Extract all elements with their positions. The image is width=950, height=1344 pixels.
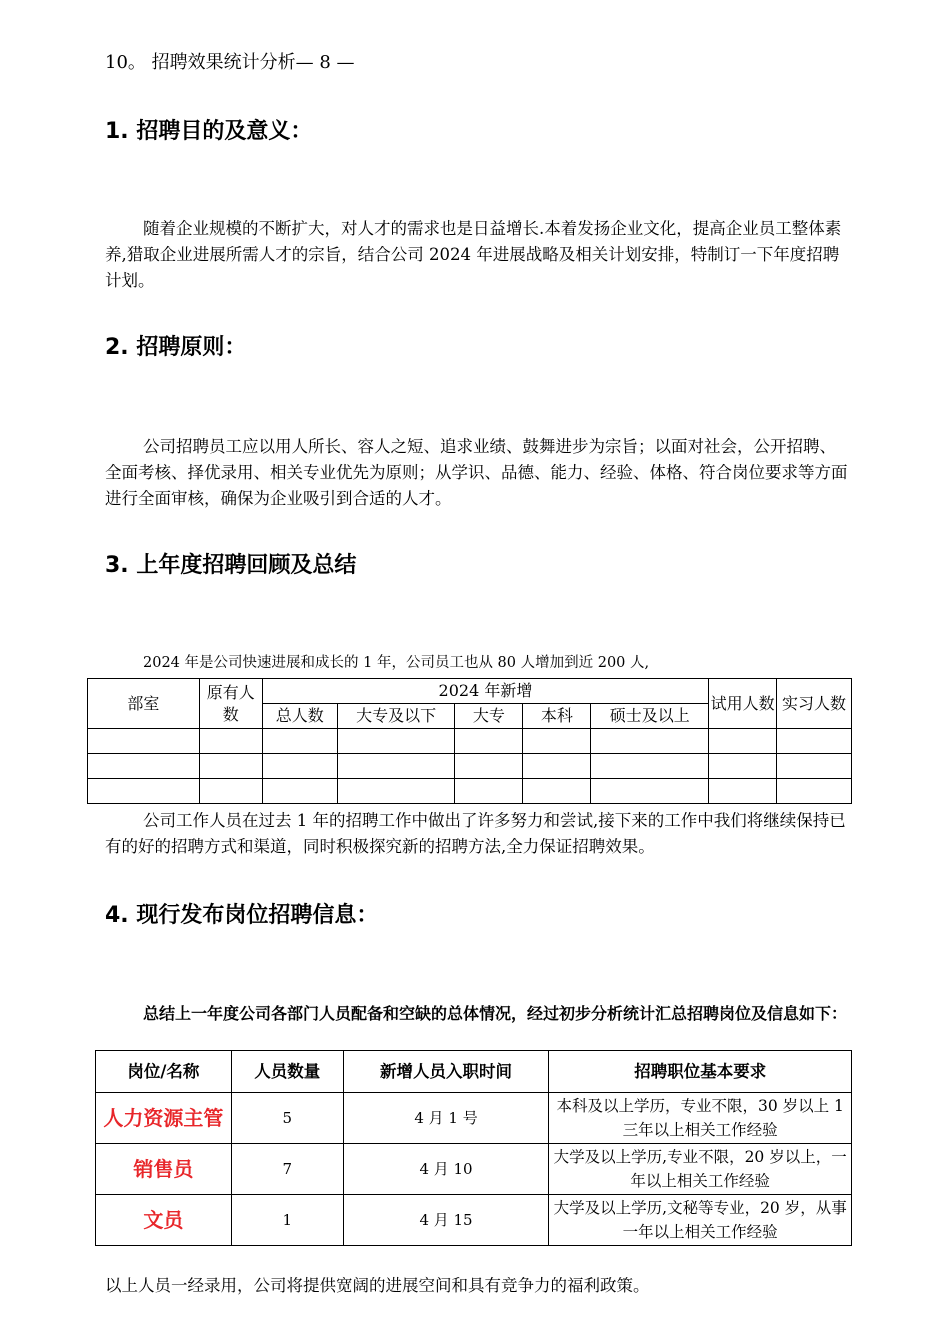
header-college-below: 大专及以下 <box>337 704 455 729</box>
table-row <box>96 1144 852 1195</box>
header-total: 总人数 <box>262 704 337 729</box>
requirements: 大学及以上学历,专业不限，20 岁以上，一年以上相关工作经验 <box>549 1144 852 1195</box>
table-row <box>88 754 852 779</box>
table-row <box>88 779 852 804</box>
header-count: 人员数量 <box>231 1051 343 1093</box>
section-4-title: 4. 现行发布岗位招聘信息： <box>105 903 379 928</box>
section-1-title: 1. 招聘目的及意义： <box>105 119 313 144</box>
header-existing: 原有人数 <box>199 679 262 729</box>
headcount: 5 <box>231 1093 343 1144</box>
section-2-body: 公司招聘员工应以用人所长、容人之短、追求业绩、鼓舞进步为宗旨；以面对社会，公开招聘、全面考核、择优录用、相关专业优先为原则；从学识、品德、能力、经验、体格、符合岗位要求等方面进行全面审核，确保为企业吸引到合适的人才。 <box>105 437 848 508</box>
headcount: 7 <box>231 1144 343 1195</box>
section-4-intro: 总结上一年度公司各部门人员配备和空缺的总体情况，经过初步分析统计汇总招聘岗位及信息如下： <box>143 1004 848 1023</box>
section-3-summary: 公司工作人员在过去 1 年的招聘工作中做出了许多努力和尝试,接下来的工作中我们将继续保持已有的好的招聘方式和渠道，同时积极探究新的招聘方法,全力保证招聘效果。 <box>105 811 846 856</box>
start-date: 4 月 15 <box>343 1195 549 1246</box>
start-date: 4 月 1 号 <box>343 1093 549 1144</box>
table-row <box>96 1195 852 1246</box>
header-date: 新增人员入职时间 <box>343 1051 549 1093</box>
header-intern: 实习人数 <box>777 679 852 729</box>
header-probation: 试用人数 <box>709 679 777 729</box>
section-2-title: 2. 招聘原则： <box>105 335 247 360</box>
header-bachelor: 本科 <box>523 704 591 729</box>
headcount: 1 <box>231 1195 343 1246</box>
section-3-title: 3. 上年度招聘回顾及总结 <box>105 553 357 578</box>
position-name: 文员 <box>96 1195 232 1246</box>
section-3-intro: 2024 年是公司快速进展和成长的 1 年，公司员工也从 80 人增加到近 200 人, <box>143 655 650 671</box>
table-row <box>96 1093 852 1144</box>
position-name: 人力资源主管 <box>96 1093 232 1144</box>
position-name: 销售员 <box>96 1144 232 1195</box>
job-postings-table <box>95 1050 852 1246</box>
header-dept: 部室 <box>88 679 200 729</box>
table-row <box>88 729 852 754</box>
toc-line: 10。 招聘效果统计分析— 8 — <box>105 52 355 73</box>
requirements: 本科及以上学历，专业不限，30 岁以上 1 三年以上相关工作经验 <box>549 1093 852 1144</box>
requirements: 大学及以上学历,文秘等专业，20 岁，从事一年以上相关工作经验 <box>549 1195 852 1246</box>
header-college: 大专 <box>455 704 523 729</box>
header-position: 岗位/名称 <box>96 1051 232 1093</box>
header-requirements: 招聘职位基本要求 <box>549 1051 852 1093</box>
recruitment-review-table <box>87 678 852 804</box>
closing-line: 以上人员一经录用，公司将提供宽阔的进展空间和具有竞争力的福利政策。 <box>105 1276 650 1295</box>
header-master-above: 硕士及以上 <box>591 704 709 729</box>
section-1-body: 随着企业规模的不断扩大，对人才的需求也是日益增长.本着发扬企业文化，提高企业员工整体素养,猎取企业进展所需人才的宗旨，结合公司 2024 年进展战略及相关计划安排，特制订一下年度招聘计划。 <box>105 219 842 290</box>
header-new-group: 2024 年新增 <box>262 679 708 704</box>
start-date: 4 月 10 <box>343 1144 549 1195</box>
